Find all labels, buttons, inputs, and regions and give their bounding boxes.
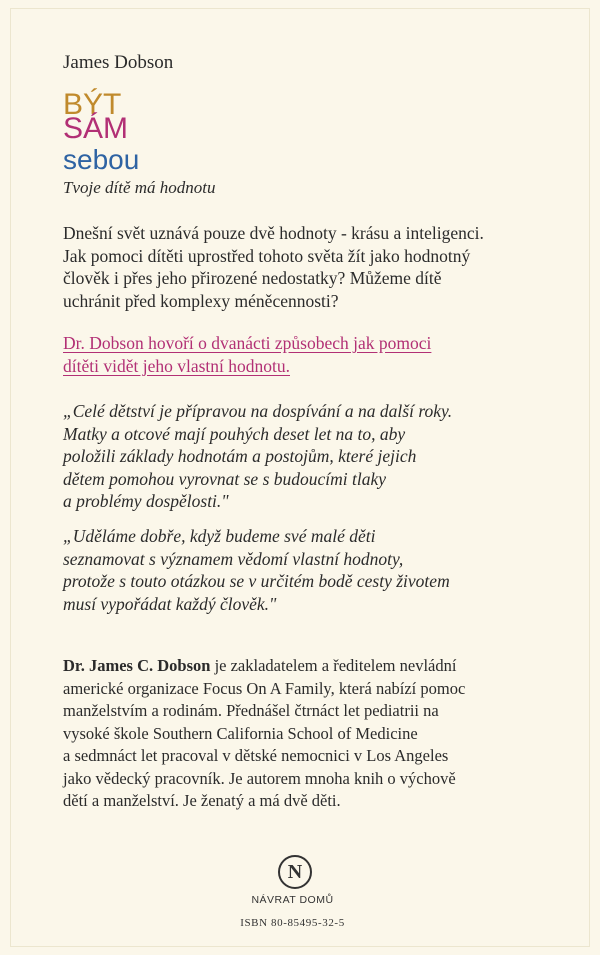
highlight-paragraph [63,332,553,377]
bio-first-line [63,655,553,678]
subtitle: Tvoje dítě má hodnotu [63,178,216,197]
title-line-2: SÁM [63,112,129,145]
quote-line: „Uděláme dobře, když budeme své malé děti [63,526,376,546]
quote-line: Matky a otcové mají pouhých deset let na to, aby [63,423,406,444]
intro-line: Jak pomoci dítěti uprostřed tohoto světa žít jako hodnotný [63,245,471,266]
publisher-logo-icon: N [278,855,312,889]
quote-line: musí vypořádat každý člověk." [63,593,277,614]
highlight-line: Dr. Dobson hovoří o dvanácti způsobech jak pomoci [63,333,432,353]
quote-1 [63,400,553,513]
author-name: James Dobson [63,52,174,73]
bio-line: americké organizace Focus On A Family, která nabízí pomoc [63,678,466,698]
bio-line: jako vědecký pracovník. Je autorem mnoha knih o výchově [63,768,456,788]
title-line-3: sebou [63,144,140,175]
bio-line: a sedmnáct let pracoval v dětské nemocnici v Los Angeles [63,746,449,765]
quote-line: dětem pomohou vyrovnat se s budoucími tlaky [63,468,387,489]
highlight-line: dítěti vidět jeho vlastní hodnotu. [63,355,290,376]
quote-line: protože s touto otázkou se v určitém bodě cesty životem [63,571,450,591]
bio-line: manželstvím a rodinám. Přednášel čtrnáct let pediatrii na [63,701,439,720]
intro-line: člověk i přes jeho přirozené nedostatky? Můžeme dítě [63,268,442,288]
quote-line: položili základy hodnotám a postojům, které jejich [63,446,417,466]
quote-line: a problémy dospělosti." [63,491,229,511]
bio-line: dětí a manželství. Je ženatý a má dvě děti. [63,791,341,810]
title-line-1: BÝT [63,88,122,121]
quote-line: seznamovat s významem vědomí vlastní hodnoty, [63,548,404,569]
intro-line: Dnešní svět uznává pouze dvě hodnoty - krásu a inteligenci. [63,223,484,243]
isbn: ISBN 80-85495-32-5 [240,917,345,929]
publisher-name: NÁVRAT DOMŮ [251,894,334,906]
author-bio [63,655,553,813]
bio-first-line-rest: je zakladatelem a ředitelem nevládní [210,656,457,675]
quote-2 [63,525,553,615]
intro-paragraph [63,222,553,312]
bio-author-name: Dr. James C. Dobson [63,656,211,675]
quote-line: „Celé dětství je přípravou na dospívání a na další roky. [63,401,453,421]
intro-line: uchránit před komplexy méněcennosti? [63,290,339,311]
bio-line: vysoké škole Southern California School of Medicine [63,723,418,743]
